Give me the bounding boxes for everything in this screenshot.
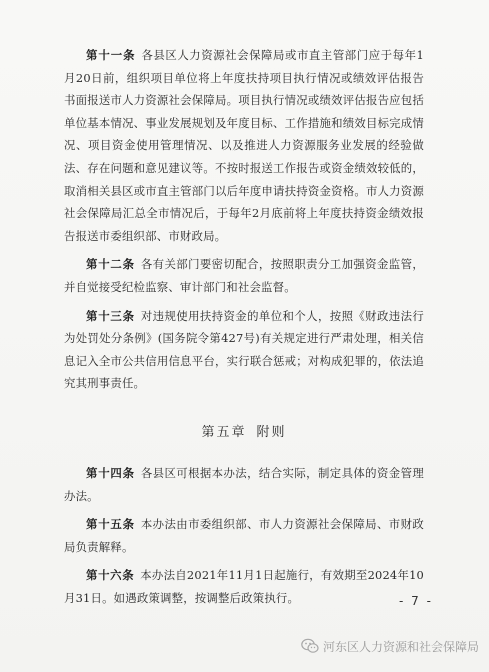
article-label: 第十一条 bbox=[86, 48, 136, 62]
article-label: 第十三条 bbox=[86, 308, 135, 323]
wechat-icon bbox=[301, 638, 319, 654]
article-13 bbox=[64, 305, 424, 395]
article-label: 第十二条 bbox=[86, 257, 135, 272]
article-14 bbox=[64, 462, 424, 507]
article-text: 各县区人力资源社会保障局或市直主管部门应于每年1月20日前，组织项目单位将上年度扶持项目执行情况或绩效评估报告书面报送市人力资源社会保障局。项目执行情况或绩效评估报告应包括单位基本情况、事业发展规划及年度目标、工作措施和绩效目标完成情况、项目资金使用管理情况、以及推进人力资源服务业发展的经验做法、存在问题和意见建议等。不按时报送工作报告或资金绩效较低的，取消相关县区或市直主管部门以后年度申请扶持资金资格。市人力资源社会保障局汇总全市情况后，于每年2月底前将上年度扶持资金绩效报告报送市委组织部、市财政局。 bbox=[64, 48, 424, 243]
article-label: 第十四条 bbox=[86, 465, 135, 480]
watermark-text: 河东区人力资源和社会保障局 bbox=[322, 639, 479, 654]
article-label: 第十六条 bbox=[86, 568, 135, 583]
article-label: 第十五条 bbox=[86, 517, 135, 532]
chapter-heading bbox=[64, 421, 424, 440]
article-text: 对违规使用扶持资金的单位和个人，按照《财政违法行为处罚处分条例》(国务院令第427号)有关规定进行严肃处理，相关信息记入全市公共信用信息平台，实行联合惩戒；对构成犯罪的，依法追究其刑事责任。 bbox=[64, 308, 424, 391]
chapter-title: 附则 bbox=[256, 424, 287, 440]
watermark bbox=[301, 635, 479, 657]
article-text: 各县区可根据本办法，结合实际，制定具体的资金管理办法。 bbox=[64, 465, 424, 503]
article-text: 本办法自2021年11月1日起施行，有效期至2024年10月31日。如遇政策调整，按调整后政策执行。 bbox=[64, 568, 424, 605]
article-12 bbox=[64, 253, 424, 298]
page-number: - 7 - bbox=[399, 594, 433, 608]
article-15 bbox=[64, 513, 424, 558]
document-body bbox=[64, 44, 424, 615]
chapter-number: 第五章 bbox=[201, 424, 247, 440]
article-text: 各有关部门要密切配合，按照职责分工加强资金监管，并自觉接受纪检监察、审计部门和社会监督。 bbox=[64, 257, 424, 294]
article-text: 本办法由市委组织部、市人力资源社会保障局、市财政局负责解释。 bbox=[64, 517, 424, 554]
article-16 bbox=[64, 564, 424, 609]
article-11 bbox=[64, 44, 424, 247]
